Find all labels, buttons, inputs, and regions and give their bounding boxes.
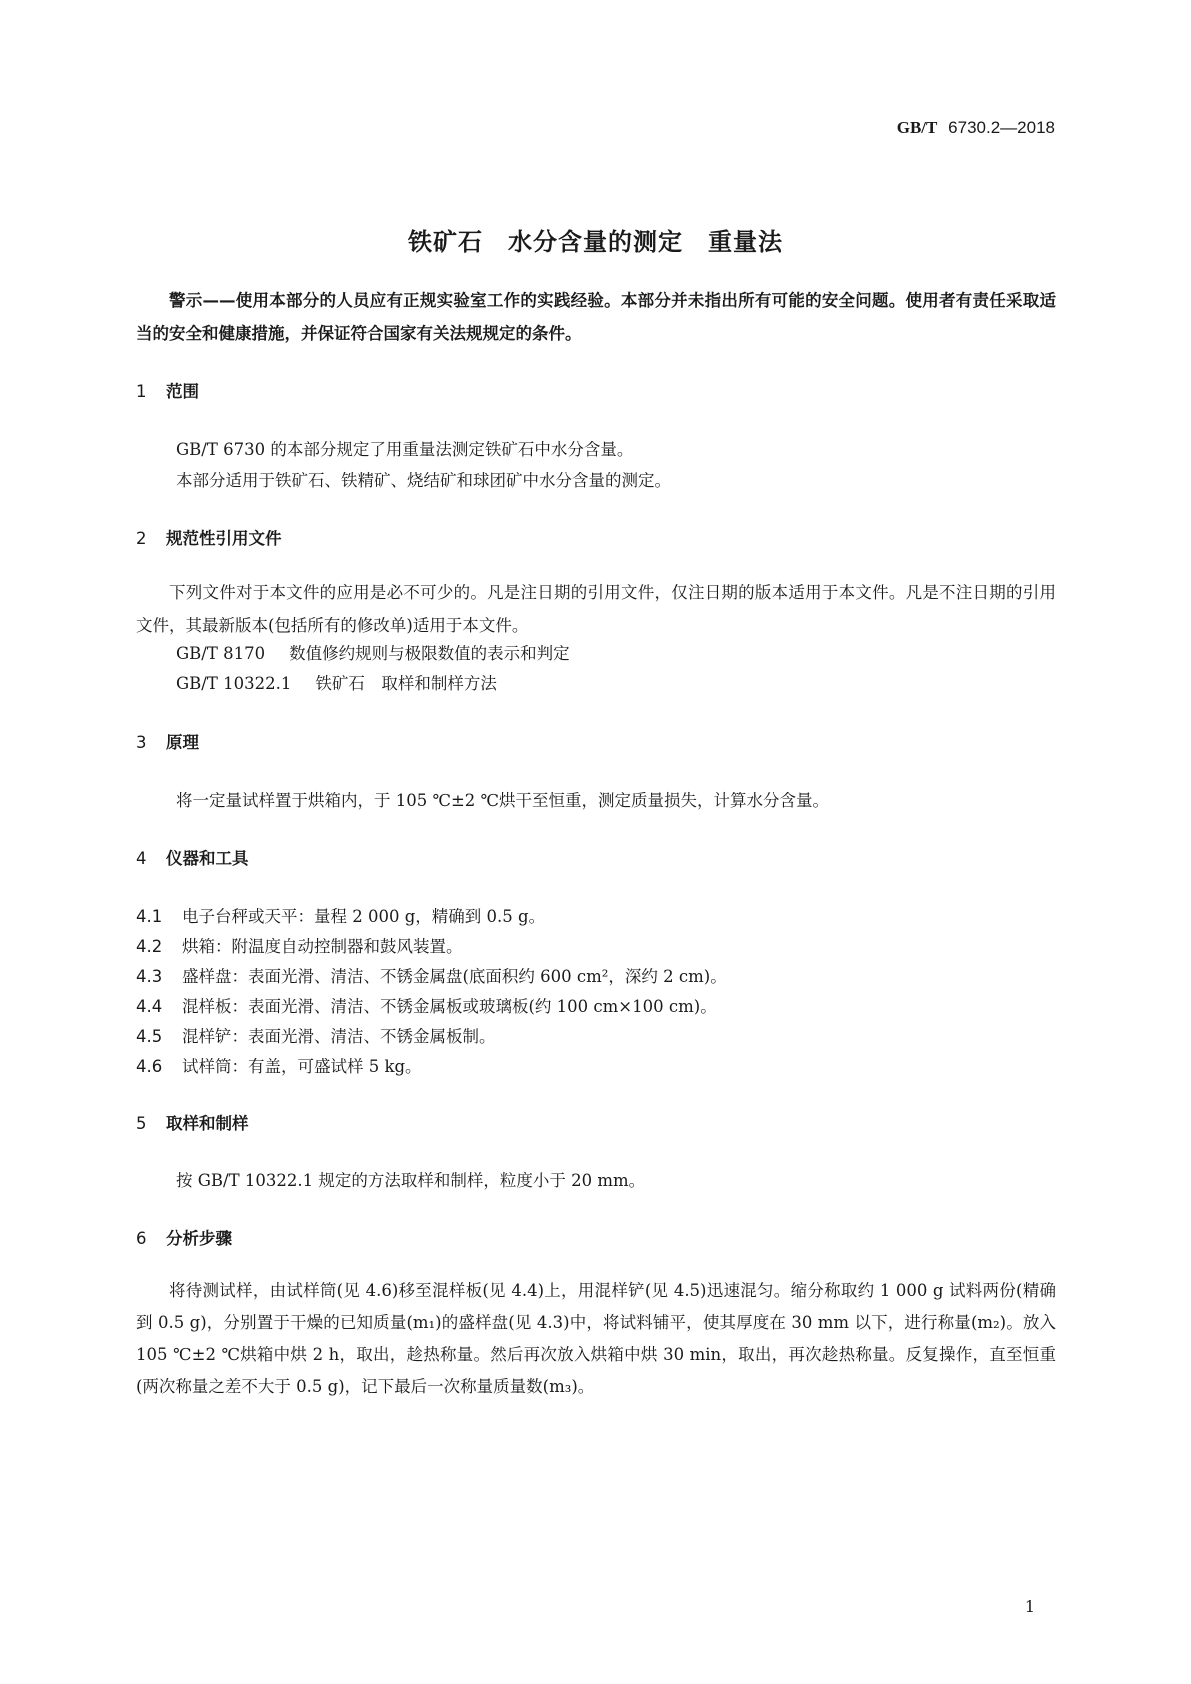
section-2-heading: 2 规范性引用文件	[136, 529, 282, 548]
section-1-line-2: 本部分适用于铁矿石、铁精矿、烧结矿和球团矿中水分含量的测定。	[176, 471, 671, 490]
document-title: 铁矿石 水分含量的测定 重量法	[408, 228, 783, 256]
item-4-5: 4.5 混样铲：表面光滑、清洁、不锈金属板制。	[136, 1027, 496, 1046]
normative-ref-1: GB/T 8170 数值修约规则与极限数值的表示和判定	[176, 644, 570, 663]
item-4-3: 4.3 盛样盘：表面光滑、清洁、不锈金属盘(底面积约 600 cm²，深约 2 cm)。	[136, 967, 727, 986]
section-3-paragraph: 将一定量试样置于烘箱内，于 105 ℃±2 ℃烘干至恒重，测定质量损失，计算水分含量。	[176, 791, 829, 810]
section-1-heading: 1 范围	[136, 382, 199, 401]
section-5-paragraph: 按 GB/T 10322.1 规定的方法取样和制样，粒度小于 20 mm。	[176, 1171, 646, 1190]
section-5-heading: 5 取样和制样	[136, 1114, 249, 1133]
warning-paragraph: 警示——使用本部分的人员应有正规实验室工作的实践经验。本部分并未指出所有可能的安全问题。使用者有责任采取适当的安全和健康措施，并保证符合国家有关法规规定的条件。	[136, 291, 1056, 343]
item-4-2: 4.2 烘箱：附温度自动控制器和鼓风装置。	[136, 937, 463, 956]
standard-number: GB/T 6730.2—2018	[896, 118, 1055, 137]
section-1-line-1: GB/T 6730 的本部分规定了用重量法测定铁矿石中水分含量。	[176, 440, 634, 459]
section-4-heading: 4 仪器和工具	[136, 849, 249, 868]
item-4-4: 4.4 混样板：表面光滑、清洁、不锈金属板或玻璃板(约 100 cm×100 cm)。	[136, 997, 717, 1016]
section-2-paragraph: 下列文件对于本文件的应用是必不可少的。凡是注日期的引用文件，仅注日期的版本适用于本文件。凡是不注日期的引用文件，其最新版本(包括所有的修改单)适用于本文件。	[136, 583, 1056, 635]
section-6-heading: 6 分析步骤	[136, 1229, 232, 1248]
section-3-heading: 3 原理	[136, 733, 199, 752]
normative-ref-2: GB/T 10322.1 铁矿石 取样和制样方法	[176, 674, 497, 693]
section-6-paragraph: 将待测试样，由试样筒(见 4.6)移至混样板(见 4.4)上，用混样铲(见 4.5)迅速混匀。缩分称取约 1 000 g 试料两份(精确到 0.5 g)，分别置于干燥的已知质量(m₁)的盛样盘(见 4.3)中，将试料铺平，使其厚度在 30 mm 以下，进行称量(m₂)。放入 105 ℃±2 ℃烘箱中烘 2 h，取出，趁热称量。然后再次放入烘箱中烘 30 min，取出，再次趁热称量。反复操作，直至恒重(两次称量之差不大于 0.5 g)，记下最后一次称量质量数(m₃)。	[136, 1281, 1056, 1396]
item-4-1: 4.1 电子台秤或天平：量程 2 000 g，精确到 0.5 g。	[136, 907, 546, 926]
item-4-6: 4.6 试样筒：有盖，可盛试样 5 kg。	[136, 1057, 422, 1076]
page-number: 1	[1024, 1597, 1035, 1616]
